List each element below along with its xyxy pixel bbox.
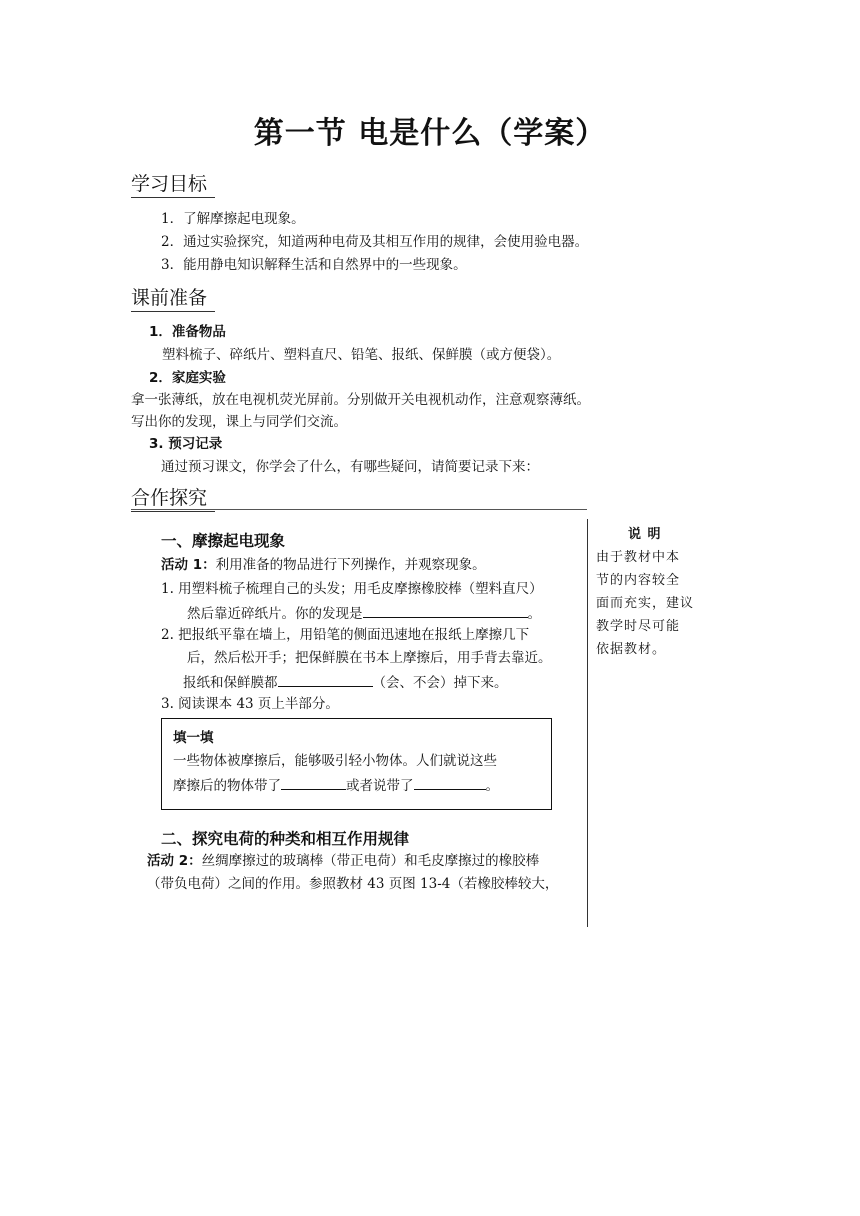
prep-item-text: 塑料梳子、碎纸片、塑料直尺、铅笔、报纸、保鲜膜（或方便袋）。: [162, 347, 561, 363]
goal-item: 3．能用静电知识解释生活和自然界中的一些现象。: [161, 257, 467, 273]
side-note-line: 由于教材中本: [596, 550, 681, 565]
part2-heading: 二、探究电荷的种类和相互作用规律: [161, 830, 410, 848]
activity-label: 活动 1：: [161, 557, 216, 573]
step-2-line2: 后，然后松开手；把保鲜膜在书本上摩擦后，用手背去靠近。: [187, 650, 552, 666]
answer-blank[interactable]: [281, 775, 346, 790]
box-line: 一些物体被摩擦后，能够吸引轻小物体。人们就说这些: [173, 753, 497, 769]
box-text: 或者说带了: [346, 778, 414, 794]
step-2-line3: [183, 672, 508, 693]
activity-2-line1: [147, 852, 539, 871]
answer-blank[interactable]: [363, 603, 528, 618]
step-2-text-end: （会、不会）掉下来。: [372, 675, 508, 691]
step-1-line1: 1. 用塑料梳子梳理自己的头发；用毛皮摩擦橡胶棒（塑料直尺）: [161, 581, 543, 597]
box-title: 填一填: [173, 730, 214, 746]
goal-item: 2．通过实验探究，知道两种电荷及其相互作用的规律，会使用验电器。: [161, 234, 589, 250]
activity-label: 活动 2：: [147, 853, 202, 869]
side-note-line: 节的内容较全: [596, 573, 681, 588]
prep-item-heading: 3. 预习记录: [149, 436, 223, 452]
step-3: 3. 阅读课本 43 页上半部分。: [161, 696, 339, 712]
step-2-text: 报纸和保鲜膜都: [183, 675, 278, 691]
prep-item-text: 拿一张薄纸，放在电视机荧光屏前。分别做开关电视机动作，注意观察薄纸。: [131, 392, 590, 408]
answer-blank[interactable]: [278, 672, 373, 687]
box-line: [173, 775, 499, 796]
section-heading-goals: 学习目标: [131, 172, 215, 198]
side-note-line: 依据教材。: [596, 642, 667, 657]
page-title: 第一节 电是什么（学案）: [253, 116, 607, 151]
step-2-line1: 2. 把报纸平靠在墙上，用铅笔的侧面迅速地在报纸上摩擦几下: [161, 627, 530, 643]
side-note-line: 面而充实，建议: [596, 596, 695, 611]
part1-heading: 一、摩擦起电现象: [161, 532, 286, 550]
step-1-line2: [187, 603, 541, 624]
activity-1-line: [161, 556, 486, 575]
activity-text: 丝绸摩擦过的玻璃棒（带正电荷）和毛皮摩擦过的橡胶棒: [201, 853, 540, 869]
side-note-line: 教学时尽可能: [596, 619, 681, 634]
box-text-end: 。: [485, 778, 499, 794]
activity-2-line2: （带负电荷）之间的作用。参照教材 43 页图 13-4（若橡胶棒较大，: [147, 876, 559, 892]
prep-item-heading: 1．准备物品: [149, 324, 226, 340]
prep-item-text: 通过预习课文，你学会了什么，有哪些疑问，请简要记录下来：: [161, 459, 539, 475]
step-1-text: 然后靠近碎纸片。你的发现是: [187, 606, 363, 622]
step-1-end: 。: [527, 606, 541, 622]
box-text: 摩擦后的物体带了: [173, 778, 281, 794]
section-heading-prep: 课前准备: [131, 286, 215, 312]
prep-item-text: 写出你的发现，课上与同学们交流。: [131, 414, 347, 430]
section-heading-explore: 合作探究: [131, 486, 215, 512]
side-note-title: 说 明: [628, 527, 662, 542]
prep-item-heading: 2．家庭实验: [149, 370, 226, 386]
column-divider: [587, 519, 588, 927]
activity-text: 利用准备的物品进行下列操作，并观察现象。: [215, 557, 486, 573]
table-top-rule: [131, 509, 587, 510]
answer-blank[interactable]: [414, 775, 486, 790]
goal-item: 1．了解摩擦起电现象。: [161, 211, 305, 227]
